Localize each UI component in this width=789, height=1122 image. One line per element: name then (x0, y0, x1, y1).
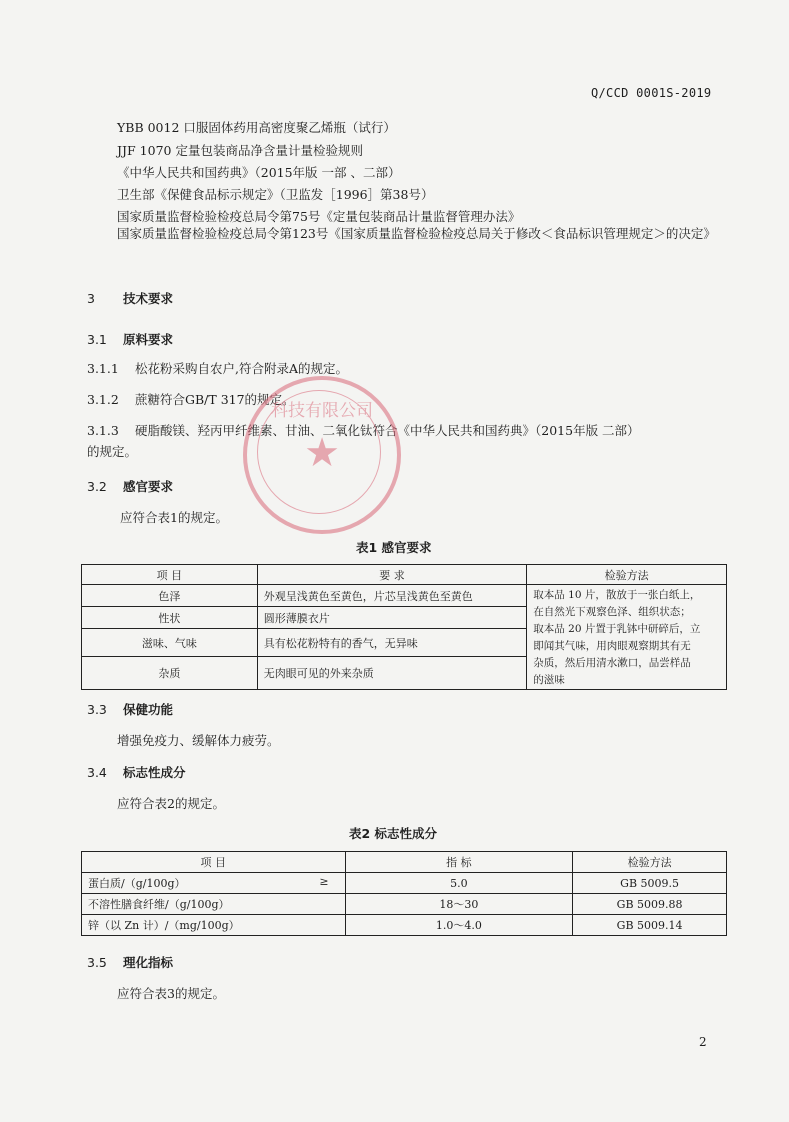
section-number: 3.5 (87, 955, 107, 970)
clause-text: 松花粉采购自农户,符合附录A的规定。 (135, 361, 349, 376)
value-cell: 5.0 (345, 873, 573, 894)
table-row (82, 915, 727, 936)
section-number: 3.4 (87, 765, 107, 780)
method-cell: GB 5009.5 (573, 873, 727, 894)
section-heading-3-3 (87, 700, 173, 718)
section-body: 增强免疫力、缓解体力疲劳。 (117, 733, 280, 748)
section-number: 3.3 (87, 702, 107, 717)
section-title: 标志性成分 (123, 765, 186, 780)
clause-number: 3.1.2 (87, 392, 119, 407)
requirement-cell: 圆形薄膜衣片 (257, 607, 527, 629)
reference-item: 《中华人民共和国药典》（2015年版 一部 、二部） (117, 165, 401, 180)
section-heading-3-1 (87, 330, 173, 348)
method-line: 取本品 20 片置于乳钵中研碎后，立 (533, 623, 701, 635)
item-cell: 杂质 (82, 657, 258, 690)
table-row (82, 873, 727, 894)
method-line: 即闻其气味，用肉眼观察期其有无 (533, 640, 691, 652)
item-cell (82, 915, 346, 936)
table-header-row (82, 565, 727, 585)
section-heading-3-4 (87, 763, 186, 781)
reference-item: YBB 0012 口服固体药用高密度聚乙烯瓶（试行） (117, 120, 396, 135)
table-header-row (82, 852, 727, 873)
section-number: 3.2 (87, 479, 107, 494)
page-number: 2 (699, 1035, 707, 1049)
section-title: 理化指标 (123, 955, 174, 970)
section-body: 应符合表3的规定。 (117, 986, 225, 1001)
section-title: 感官要求 (123, 479, 174, 494)
column-header: 指 标 (345, 852, 573, 873)
clause-number: 3.1.3 (87, 423, 119, 438)
sensory-requirements-table (81, 564, 727, 690)
table1-caption: 表1 感官要求 (356, 540, 432, 555)
clause-3-1-3-continuation: 的规定。 (87, 444, 138, 459)
requirement-cell: 外观呈浅黄色至黄色，片芯呈浅黄色至黄色 (257, 585, 527, 607)
column-header: 项 目 (82, 565, 258, 585)
value-cell: 1.0～4.0 (345, 915, 573, 936)
section-title: 原料要求 (123, 332, 174, 347)
method-cell (527, 585, 727, 690)
marker-components-table (81, 851, 727, 936)
method-line: 的滋味 (533, 674, 565, 686)
item-cell: 色泽 (82, 585, 258, 607)
company-seal (243, 376, 401, 534)
column-header: 要 求 (257, 565, 527, 585)
section-title: 保健功能 (123, 702, 174, 717)
section-number: 3 (87, 291, 95, 306)
section-number: 3.1 (87, 332, 107, 347)
section-heading-3 (87, 289, 173, 307)
method-cell: GB 5009.88 (573, 894, 727, 915)
method-line: 取本品 10 片，散放于一张白纸上， (533, 589, 701, 601)
method-cell: GB 5009.14 (573, 915, 727, 936)
document-code: Q/CCD 0001S-2019 (591, 86, 712, 100)
seal-text: 科技有限公司 (271, 401, 373, 421)
item-label: 不溶性膳食纤维/（g/100g） (88, 898, 230, 911)
item-label: 锌（以 Zn 计）/（mg/100g） (88, 919, 240, 932)
requirement-cell: 无肉眼可见的外来杂质 (257, 657, 527, 690)
item-cell: 性状 (82, 607, 258, 629)
method-line: 杂质，然后用清水漱口，品尝样品 (533, 657, 691, 669)
item-cell (82, 873, 346, 894)
section-body: 应符合表2的规定。 (117, 796, 225, 811)
section-heading-3-2 (87, 477, 173, 495)
item-cell: 滋味、气味 (82, 629, 258, 657)
method-line: 在自然光下观察色泽、组织状态； (533, 606, 691, 618)
comparison-sign: ≥ (319, 875, 329, 888)
column-header: 检验方法 (527, 565, 727, 585)
reference-item: 卫生部《保健食品标示规定》（卫监发［1996］第38号） (117, 187, 434, 202)
reference-item: JJF 1070 定量包装商品净含量计量检验规则 (117, 143, 363, 158)
section-heading-3-5 (87, 953, 173, 971)
table-row (82, 894, 727, 915)
requirement-cell: 具有松花粉特有的香气，无异味 (257, 629, 527, 657)
clause-number: 3.1.1 (87, 361, 119, 376)
section-body: 应符合表1的规定。 (120, 510, 228, 525)
table2-caption: 表2 标志性成分 (349, 826, 438, 841)
reference-item: 国家质量监督检验检疫总局令第123号《国家质量监督检验检疫总局关于修改＜食品标识管理规定＞的决定》 (117, 226, 716, 241)
value-cell: 18～30 (345, 894, 573, 915)
clause-text: 蔗糖符合GB/T 317的规定。 (135, 392, 295, 407)
table-row (82, 585, 727, 607)
section-title: 技术要求 (123, 291, 174, 306)
column-header: 项 目 (82, 852, 346, 873)
column-header: 检验方法 (573, 852, 727, 873)
item-label: 蛋白质/（g/100g） (88, 877, 186, 890)
clause-text: 硬脂酸镁、羟丙甲纤维素、甘油、二氧化钛符合《中华人民共和国药典》（2015年版 二部） (135, 423, 640, 438)
star-icon: ★ (304, 430, 340, 476)
reference-item: 国家质量监督检验检疫总局令第75号《定量包装商品计量监督管理办法》 (117, 209, 521, 224)
item-cell (82, 894, 346, 915)
